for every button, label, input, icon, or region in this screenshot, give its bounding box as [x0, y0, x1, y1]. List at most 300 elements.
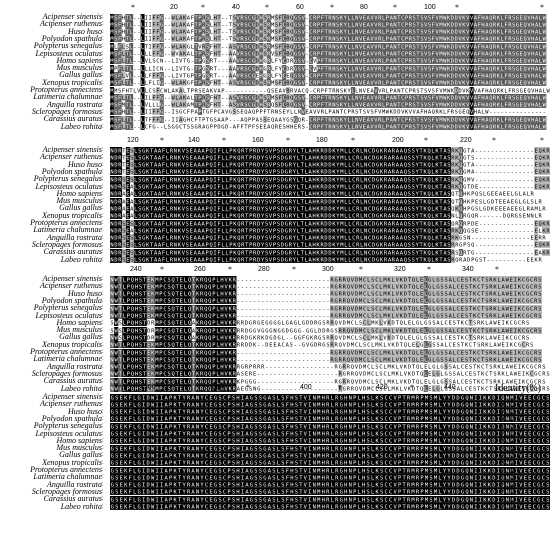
residue-letter: N — [393, 95, 397, 102]
residue-letter: L — [304, 191, 308, 198]
residue-letter: Q — [427, 155, 431, 162]
residue-letter: Y — [278, 73, 282, 80]
residue-letter: L — [538, 51, 543, 58]
residue-letter: R — [546, 162, 550, 169]
residue-letter: - — [479, 148, 483, 155]
residue-letter: A — [179, 117, 183, 124]
residue-letter: S — [263, 15, 267, 22]
residue-letter: A — [485, 51, 489, 58]
residue-letter: - — [522, 177, 526, 184]
residue-letter: K — [146, 206, 150, 213]
residue-letter: H — [531, 51, 535, 58]
residue-letter: E — [362, 15, 367, 22]
species-name: Mus musculus — [56, 196, 102, 206]
residue-letter: F — [148, 73, 152, 80]
residue-letter: K — [446, 44, 451, 51]
residue-letter: W — [542, 51, 546, 58]
residue-letter: P — [225, 117, 229, 124]
residue-letter: S — [336, 58, 340, 65]
position-tick: 140 — [188, 137, 200, 144]
residue-letter: C — [401, 51, 405, 58]
residue-letter: P — [205, 191, 209, 198]
residue-letter: L — [534, 199, 538, 206]
residue-letter: L — [482, 191, 487, 198]
residue-letter: V — [374, 124, 378, 131]
residue-letter: - — [479, 184, 483, 191]
residue-letter: V — [374, 37, 378, 44]
position-tick: 200 — [392, 137, 404, 144]
residue-letter: I — [213, 148, 217, 155]
residue-letter: - — [514, 184, 518, 191]
residue-letter: A — [201, 177, 205, 184]
residue-letter: T — [228, 15, 233, 22]
row-separator: : — [102, 183, 104, 190]
residue-letter: L — [140, 66, 145, 73]
residue-letter: - — [530, 177, 534, 184]
residue-letter: F — [320, 44, 324, 51]
residue-letter: T — [122, 155, 126, 162]
residue-letter: D — [114, 184, 118, 191]
residue-letter: S — [114, 110, 118, 117]
residue-letter: V — [236, 73, 240, 80]
residue-letter: G — [263, 58, 267, 65]
residue-letter: A — [538, 88, 543, 95]
residue-letter: - — [506, 184, 511, 191]
species-name: Homo sapiens — [56, 55, 102, 65]
residue-letter: - — [167, 15, 171, 22]
residue-letter: R — [267, 22, 271, 29]
residue-letter: W — [443, 51, 447, 58]
residue-letter: G — [515, 117, 520, 124]
residue-letter: L — [144, 73, 148, 80]
residue-letter: S — [185, 162, 189, 169]
residue-letter: L — [500, 102, 504, 109]
residue-letter: L — [165, 191, 170, 198]
residue-letter: T — [182, 73, 187, 80]
residue-letter: G — [375, 191, 380, 198]
residue-letter: S — [122, 177, 126, 184]
residue-letter: N — [173, 206, 178, 213]
residue-letter: G — [515, 73, 520, 80]
residue-letter: K — [439, 110, 443, 117]
residue-letter: K — [146, 170, 150, 177]
residue-letter: A — [297, 88, 302, 95]
residue-letter: S — [420, 73, 424, 80]
residue-letter: A — [389, 117, 393, 124]
residue-letter: - — [494, 170, 499, 177]
residue-letter: A — [473, 73, 478, 80]
residue-letter: S — [479, 199, 483, 206]
residue-letter: R — [391, 162, 396, 169]
residue-letter: - — [502, 184, 507, 191]
residue-letter: S — [263, 44, 267, 51]
residue-letter: F — [320, 73, 324, 80]
residue-letter: Y — [415, 177, 419, 184]
residue-letter: Q — [209, 162, 213, 169]
residue-letter: D — [257, 191, 261, 198]
residue-letter: Q — [237, 184, 241, 191]
residue-letter: K — [389, 110, 393, 117]
residue-letter: F — [320, 51, 324, 58]
residue-letter: P — [272, 206, 277, 213]
residue-letter: M — [110, 44, 114, 51]
residue-letter: L — [526, 191, 530, 198]
residue-letter: R — [492, 51, 497, 58]
residue-letter: G — [209, 117, 214, 124]
residue-letter: M — [340, 184, 344, 191]
residue-letter: N — [332, 80, 336, 87]
residue-letter: K — [316, 162, 320, 169]
residue-letter: A — [473, 44, 478, 51]
residue-letter: K — [339, 15, 344, 22]
residue-letter: D — [454, 73, 458, 80]
residue-letter: E — [189, 206, 193, 213]
residue-letter: Q — [459, 177, 463, 184]
residue-letter: T — [397, 22, 401, 29]
residue-letter: I — [213, 170, 217, 177]
residue-letter: T — [439, 177, 443, 184]
residue-letter: R — [241, 199, 245, 206]
residue-letter: R — [383, 177, 388, 184]
residue-letter: L — [144, 51, 148, 58]
residue-letter: - — [221, 37, 225, 44]
residue-letter: - — [514, 155, 518, 162]
residue-letter: S — [427, 15, 432, 22]
residue-letter: P — [385, 80, 390, 87]
residue-letter: A — [201, 155, 205, 162]
residue-letter: T — [125, 124, 129, 131]
residue-letter: E — [362, 95, 367, 102]
residue-letter: L — [304, 184, 308, 191]
residue-letter: F — [477, 117, 481, 124]
residue-letter: B — [286, 29, 290, 36]
residue-letter: L — [500, 29, 504, 36]
residue-letter: S — [420, 22, 424, 29]
residue-letter: A — [471, 170, 475, 177]
residue-letter: K — [423, 184, 427, 191]
residue-letter: M — [270, 37, 275, 44]
residue-letter: L — [351, 58, 355, 65]
residue-letter: L — [165, 177, 170, 184]
residue-letter: D — [255, 95, 259, 102]
residue-letter: L — [140, 44, 145, 51]
residue-letter: K — [233, 206, 237, 213]
residue-letter: P — [205, 199, 209, 206]
residue-letter: - — [506, 155, 511, 162]
residue-letter: F — [156, 44, 160, 51]
residue-letter: G — [263, 73, 267, 80]
residue-letter: G — [522, 199, 526, 206]
residue-letter: L — [165, 155, 170, 162]
residue-letter: F — [278, 102, 282, 109]
residue-letter: A — [485, 102, 489, 109]
residue-letter: D — [328, 206, 332, 213]
residue-letter: L — [140, 102, 145, 109]
residue-letter: I — [213, 191, 217, 198]
residue-letter: Y — [336, 177, 340, 184]
residue-letter: K — [496, 80, 500, 87]
residue-letter: F — [217, 177, 221, 184]
residue-letter: Q — [459, 148, 463, 155]
residue-letter: S — [114, 29, 118, 36]
residue-letter: E — [366, 88, 370, 95]
residue-letter: T — [397, 95, 401, 102]
residue-letter: L — [225, 206, 229, 213]
residue-letter: R — [320, 110, 324, 117]
residue-letter: F — [190, 29, 194, 36]
residue-letter: S — [263, 95, 267, 102]
residue-letter: F — [152, 73, 156, 80]
residue-letter: G — [251, 66, 256, 73]
residue-letter: W — [171, 44, 175, 51]
residue-letter: V — [137, 88, 141, 95]
residue-letter: Q — [489, 29, 493, 36]
residue-letter: L — [134, 206, 138, 213]
residue-letter: F — [209, 95, 214, 102]
residue-letter: L — [134, 162, 138, 169]
residue-letter: N — [332, 37, 336, 44]
residue-letter: S — [270, 88, 275, 95]
residue-letter: S — [205, 102, 210, 109]
residue-letter: R — [508, 15, 512, 22]
residue-letter: S — [232, 95, 236, 102]
residue-letter: H — [481, 95, 485, 102]
residue-letter: N — [364, 184, 368, 191]
residue-letter: B — [286, 95, 290, 102]
residue-letter: V — [181, 191, 185, 198]
residue-letter: Q — [523, 44, 527, 51]
residue-letter: G — [293, 73, 298, 80]
residue-letter: S — [232, 80, 236, 87]
residue-letter: M — [110, 73, 114, 80]
residue-letter: D — [371, 184, 376, 191]
residue-letter: Q — [538, 155, 542, 162]
residue-letter: R — [356, 148, 360, 155]
residue-letter: M — [340, 155, 344, 162]
residue-letter: A — [193, 155, 197, 162]
residue-letter: D — [225, 124, 229, 131]
residue-letter: C — [309, 95, 313, 102]
residue-letter: R — [492, 58, 497, 65]
residue-letter: S — [259, 117, 263, 124]
residue-letter: A — [179, 22, 183, 29]
residue-letter: R — [301, 117, 305, 124]
residue-letter: R — [383, 155, 388, 162]
residue-letter: P — [316, 58, 321, 65]
residue-letter: H — [531, 44, 535, 51]
residue-letter: K — [332, 162, 336, 169]
residue-letter: F — [156, 15, 160, 22]
residue-letter: M — [467, 177, 471, 184]
residue-letter: S — [512, 44, 516, 51]
residue-letter: P — [272, 148, 277, 155]
residue-letter: Y — [347, 88, 351, 95]
residue-letter: V — [301, 37, 305, 44]
residue-letter: N — [173, 184, 178, 191]
row-separator: : — [102, 65, 104, 72]
residue-letter: H — [481, 73, 485, 80]
residue-letter: F — [431, 51, 435, 58]
residue-letter: T — [149, 191, 154, 198]
residue-letter: R — [209, 66, 214, 73]
residue-letter: V — [466, 15, 470, 22]
residue-letter: G — [515, 58, 520, 65]
residue-letter: T — [194, 66, 198, 73]
residue-letter: A — [157, 199, 162, 206]
residue-letter: R — [267, 58, 271, 65]
residue-letter: Y — [292, 155, 296, 162]
residue-letter: R — [270, 110, 275, 117]
residue-letter: Q — [523, 51, 527, 58]
residue-letter: Q — [267, 88, 271, 95]
residue-letter: - — [221, 58, 225, 65]
residue-letter: R — [508, 51, 512, 58]
row-separator: : — [102, 198, 104, 205]
residue-letter: P — [328, 110, 332, 117]
residue-letter: - — [137, 117, 141, 124]
residue-letter: C — [401, 44, 405, 51]
residue-letter: - — [225, 73, 229, 80]
residue-letter: A — [473, 102, 478, 109]
residue-letter: K — [339, 58, 344, 65]
residue-letter: E — [267, 117, 271, 124]
residue-letter: T — [213, 73, 217, 80]
residue-letter: - — [526, 184, 530, 191]
residue-letter: S — [427, 51, 432, 58]
residue-letter: G — [486, 191, 491, 198]
residue-letter: K — [339, 66, 344, 73]
residue-letter: R — [320, 199, 324, 206]
residue-letter: I — [144, 95, 148, 102]
residue-letter: G — [251, 37, 256, 44]
residue-letter: - — [133, 29, 137, 36]
residue-letter: N — [110, 191, 114, 198]
residue-letter: S — [412, 51, 416, 58]
residue-letter: K — [435, 184, 439, 191]
residue-letter: - — [305, 95, 309, 102]
residue-letter: K — [446, 29, 451, 36]
residue-letter: A — [534, 73, 539, 80]
residue-letter: F — [209, 80, 214, 87]
residue-letter: T — [416, 15, 420, 22]
residue-letter: Q — [209, 184, 213, 191]
residue-letter: A — [232, 66, 236, 73]
residue-letter: N — [397, 88, 401, 95]
residue-letter: K — [496, 58, 500, 65]
residue-letter: R — [546, 155, 550, 162]
residue-letter: S — [276, 170, 281, 177]
residue-letter: H — [121, 29, 126, 36]
residue-letter: - — [518, 148, 522, 155]
residue-letter: S — [412, 29, 416, 36]
residue-letter: T — [416, 58, 420, 65]
residue-letter: L — [129, 73, 133, 80]
residue-letter: A — [395, 170, 400, 177]
residue-letter: A — [202, 124, 206, 131]
residue-letter: V — [531, 88, 535, 95]
residue-letter: P — [249, 170, 253, 177]
residue-letter: L — [538, 95, 543, 102]
residue-letter: P — [248, 124, 252, 131]
residue-letter: F — [148, 124, 152, 131]
residue-letter: P — [249, 191, 253, 198]
residue-letter: C — [309, 44, 313, 51]
residue-letter: L — [360, 162, 364, 169]
residue-letter: S — [138, 148, 142, 155]
residue-letter: S — [205, 80, 210, 87]
residue-letter: Y — [260, 170, 265, 177]
residue-letter: S — [411, 155, 415, 162]
residue-letter: Q — [290, 102, 294, 109]
row-separator: : — [102, 72, 104, 79]
residue-letter: I — [171, 117, 175, 124]
residue-letter: E — [519, 95, 523, 102]
residue-letter: G — [293, 80, 298, 87]
position-marker-star: * — [351, 136, 355, 145]
residue-letter: C — [248, 15, 252, 22]
residue-letter: V — [236, 37, 240, 44]
residue-letter: P — [347, 110, 351, 117]
residue-letter: M — [439, 117, 443, 124]
residue-letter: T — [144, 117, 148, 124]
residue-letter: A — [308, 206, 312, 213]
residue-letter: M — [270, 29, 275, 36]
residue-letter: A — [186, 15, 191, 22]
residue-letter: T — [397, 37, 401, 44]
residue-letter: T — [397, 102, 401, 109]
residue-letter: L — [129, 95, 133, 102]
residue-letter: N — [355, 22, 359, 29]
residue-letter: S — [138, 155, 142, 162]
residue-letter: T — [397, 66, 401, 73]
residue-letter: W — [446, 88, 451, 95]
residue-letter: S — [479, 191, 483, 198]
residue-letter: S — [336, 80, 340, 87]
residue-letter: W — [443, 80, 447, 87]
residue-letter: W — [443, 22, 447, 29]
residue-letter: T — [467, 162, 471, 169]
residue-letter: - — [479, 155, 483, 162]
residue-letter: - — [225, 22, 229, 29]
residue-letter: Y — [292, 170, 296, 177]
residue-letter: R — [169, 162, 174, 169]
residue-letter: P — [385, 22, 390, 29]
residue-letter: R — [118, 184, 122, 191]
residue-letter: P — [251, 117, 256, 124]
residue-letter: C — [352, 148, 356, 155]
residue-letter: E — [274, 88, 279, 95]
residue-letter: A — [485, 44, 489, 51]
residue-letter: - — [137, 29, 141, 36]
residue-letter: A — [130, 206, 134, 213]
residue-letter: D — [324, 184, 328, 191]
residue-letter: W — [443, 102, 447, 109]
residue-letter: D — [324, 177, 328, 184]
residue-letter: A — [389, 80, 393, 87]
residue-letter: L — [347, 29, 351, 36]
residue-letter: L — [500, 124, 504, 131]
residue-letter: M — [340, 162, 344, 169]
residue-letter: S — [205, 37, 210, 44]
residue-letter: S — [412, 15, 416, 22]
residue-letter: N — [173, 162, 178, 169]
residue-letter: A — [485, 37, 489, 44]
residue-letter: F — [209, 51, 214, 58]
residue-letter: S — [138, 170, 142, 177]
residue-letter: L — [140, 37, 145, 44]
residue-letter: F — [477, 95, 481, 102]
residue-letter: L — [296, 148, 300, 155]
